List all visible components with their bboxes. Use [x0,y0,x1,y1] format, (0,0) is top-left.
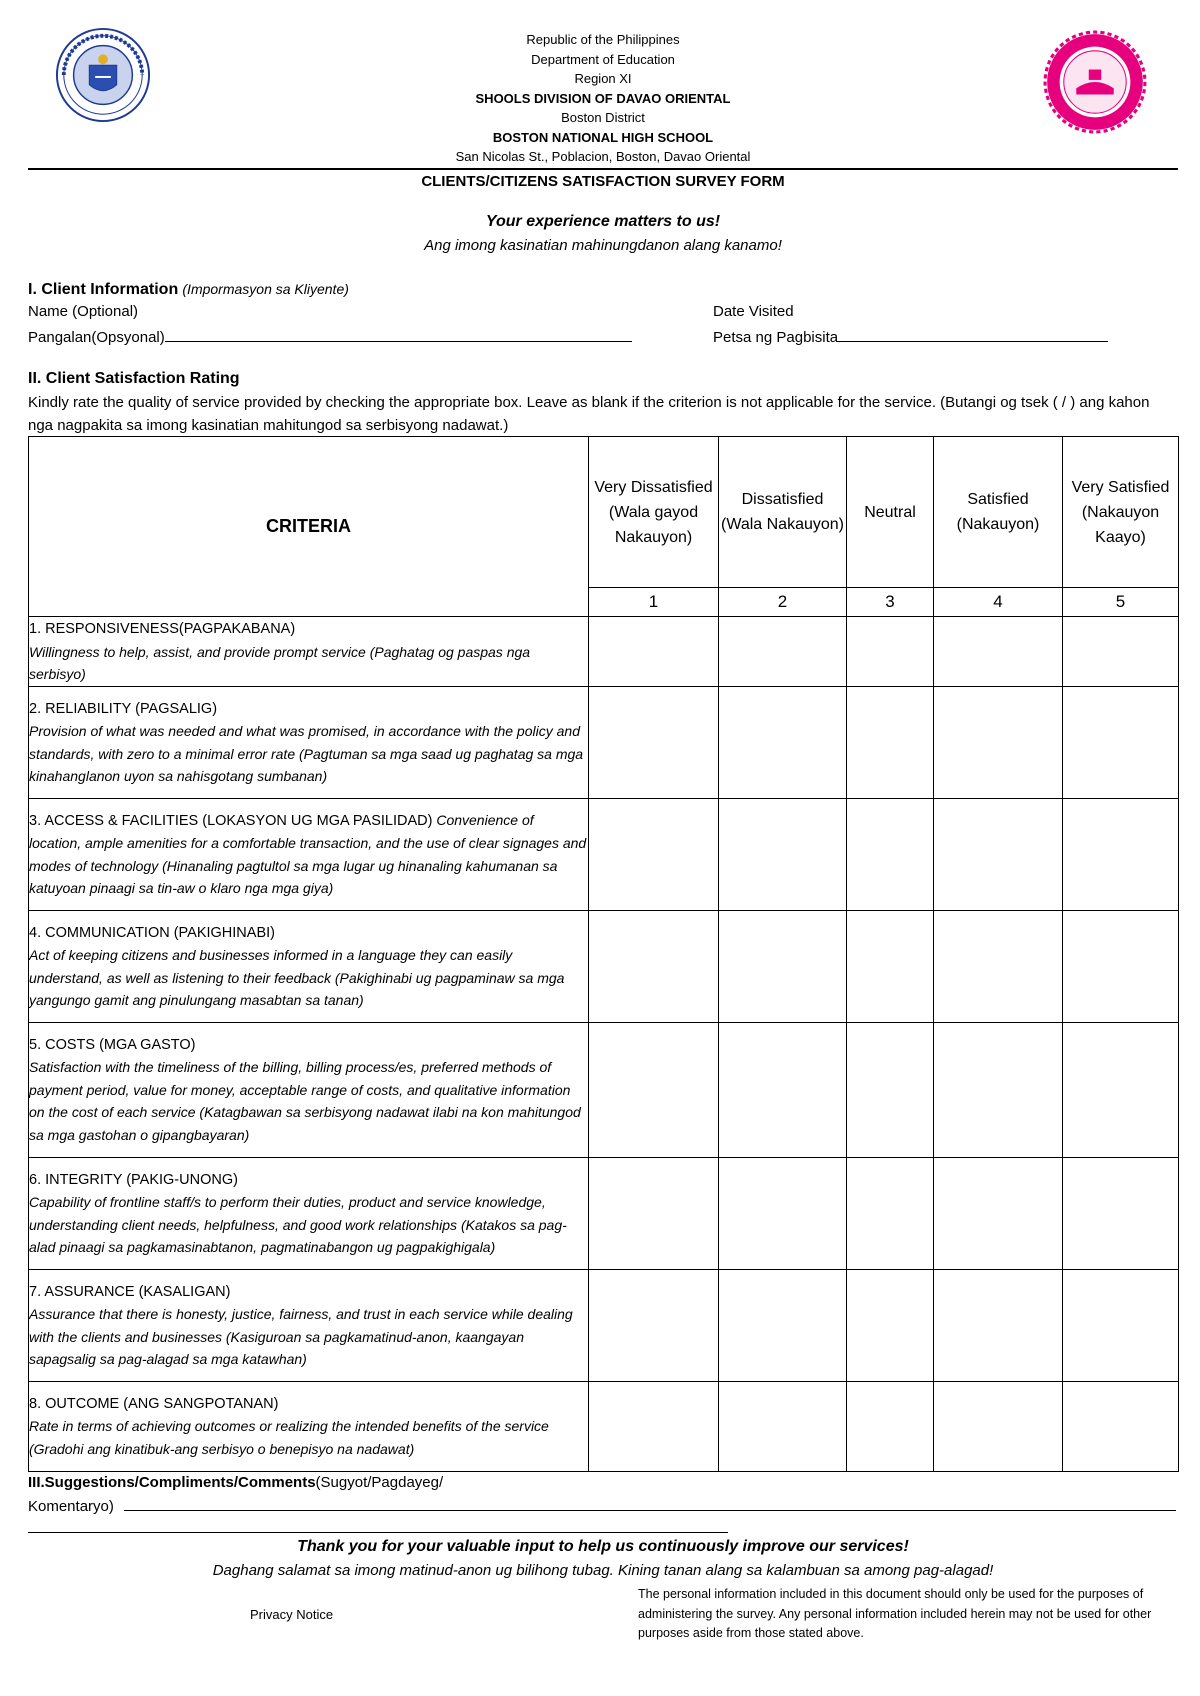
rating-box-2[interactable] [719,798,847,910]
rating-box-4[interactable] [934,617,1063,687]
rating-box-1[interactable] [589,1381,719,1471]
criterion-title: 3. ACCESS & FACILITIES (LOKASYON UG MGA PASILIDAD) [29,812,433,829]
thank-you-english: Thank you for your valuable input to help us continuously improve our services! [297,1538,909,1555]
criterion-title: 6. INTEGRITY (PAKIG-UNONG) [29,1171,238,1188]
section2-heading: II. Client Satisfaction Rating [28,370,240,387]
rating-header-very-satisfied: Very Satisfied (Nakauyon Kaayo) [1063,437,1179,588]
rating-number-5: 5 [1063,588,1179,617]
header-line-district: Boston District [561,110,645,125]
section-client-information-heading [28,281,349,299]
comments-input-line-2[interactable] [28,1532,728,1533]
rating-box-1[interactable] [589,798,719,910]
section3-heading-local-2: Komentaryo) [28,1498,114,1515]
rating-box-4[interactable] [934,1157,1063,1269]
table-row [29,798,1179,910]
criterion-responsiveness [29,617,589,687]
date-label-local: Petsa ng Pagbisita [713,329,839,346]
criterion-title: 1. RESPONSIVENESS(PAGPAKABANA) [29,621,296,637]
section1-heading-local: (Impormasyon sa Kliyente) [182,281,349,297]
school-header [28,30,1178,167]
rating-number-3: 3 [847,588,934,617]
rating-box-5[interactable] [1063,1157,1179,1269]
criterion-title: 2. RELIABILITY (PAGSALIG) [29,700,218,717]
section3-heading: III.Suggestions/Compliments/Comments [28,1474,316,1491]
rating-box-5[interactable] [1063,1381,1179,1471]
rating-box-1[interactable] [589,617,719,687]
header-line-department: Department of Education [531,51,675,67]
criterion-description: Rate in terms of achieving outcomes or realizing the intended benefits of the service (Gradohi ang kinatibuk-ang serbisyo o benepisyo na nadawat) [29,1418,549,1457]
date-label: Date Visited [713,303,794,320]
table-row [29,1269,1179,1381]
rating-box-3[interactable] [847,1381,934,1471]
rating-box-3[interactable] [847,1269,934,1381]
header-divider [28,168,1178,170]
rating-header-very-dissatisfied: Very Dissatisfied (Wala gayod Nakauyon) [589,437,719,588]
header-line-address: San Nicolas St., Poblacion, Boston, Davao Oriental [455,149,751,164]
rating-box-2[interactable] [719,1381,847,1471]
criteria-header: CRITERIA [29,437,589,617]
rating-box-1[interactable] [589,1157,719,1269]
table-row [29,686,1179,798]
date-input-line[interactable] [838,327,1108,342]
rating-box-5[interactable] [1063,910,1179,1022]
section1-heading: I. Client Information [28,281,179,298]
tagline-english: Your experience matters to us! [485,213,721,230]
section-suggestions [28,1471,1178,1519]
name-label-local: Pangalan(Opsyonal) [28,329,165,346]
criterion-integrity [29,1157,589,1269]
header-line-region: Region XI [574,71,632,86]
criterion-costs [29,1022,589,1157]
criterion-description: Willingness to help, assist, and provide prompt service (Paghatag og paspas nga serbisyo) [29,643,531,682]
rating-box-1[interactable] [589,1022,719,1157]
header-line-republic: Republic of the Philippines [526,32,680,47]
date-field-row [713,327,1108,346]
name-label: Name (Optional) [28,303,139,320]
thank-you-local: Daghang salamat sa imong matinud-anon ug bilihong tubag. Kining tanan alang sa kalambuan sa among pag-alagad! [212,1562,994,1579]
form-title: CLIENTS/CITIZENS SATISFACTION SURVEY FORM [421,173,785,190]
rating-box-1[interactable] [589,1269,719,1381]
rating-box-5[interactable] [1063,1022,1179,1157]
rating-box-2[interactable] [719,910,847,1022]
rating-box-3[interactable] [847,686,934,798]
criterion-communication [29,910,589,1022]
criterion-description: Assurance that there is honesty, justice, fairness, and trust in each service while dealing with the clients and businesses (Kasiguroan sa pagkamatinud-anon, kaangayan sapagsalig sa pag-alagad sa mga katawhan) [29,1306,573,1367]
criterion-access-facilities [29,798,589,910]
table-row [29,1022,1179,1157]
section3-heading-local-1: (Sugyot/Pagdayeg/ [315,1474,444,1491]
rating-number-2: 2 [719,588,847,617]
tagline-local: Ang imong kasinatian mahinungdanon alang kanamo! [424,237,782,254]
criterion-title: 8. OUTCOME (ANG SANGPOTANAN) [29,1395,279,1412]
criterion-assurance [29,1269,589,1381]
rating-box-4[interactable] [934,798,1063,910]
criterion-description: Convenience of location, ample amenities for a comfortable transaction, and the use of clear signages and modes of technology (Hinanaling pagtultol sa mga lugar ug hinanaling kahumanan sa katuyoan pinaagi sa tin-aw o klaro nga mga giya) [29,811,587,896]
rating-box-3[interactable] [847,798,934,910]
criterion-description: Capability of frontline staff/s to perform their duties, product and service knowledge, understanding client needs, helpfulness, and good work relationships (Katakos sa pag-alad pinaagi sa pagkamasinabtanon, pagmatinabangon ug pagpakighigala) [29,1194,567,1255]
privacy-notice-text: The personal information included in this document should only be used for the purposes of administering the survey. Any personal information included herein may not be used for other purposes aside from those stated above. [638,1587,1152,1640]
table-row [29,1157,1179,1269]
criterion-title: 4. COMMUNICATION (PAKIGHINABI) [29,924,275,941]
rating-number-4: 4 [934,588,1063,617]
rating-box-4[interactable] [934,686,1063,798]
criterion-outcome [29,1381,589,1471]
criterion-title: 5. COSTS (MGA GASTO) [29,1036,196,1053]
rating-box-1[interactable] [589,686,719,798]
rating-box-2[interactable] [719,1022,847,1157]
rating-box-4[interactable] [934,1381,1063,1471]
rating-header-neutral: Neutral [847,437,934,588]
rating-box-5[interactable] [1063,798,1179,910]
criterion-reliability [29,686,589,798]
rating-box-5[interactable] [1063,686,1179,798]
rating-box-1[interactable] [589,910,719,1022]
survey-form-page [28,0,1178,1696]
rating-box-2[interactable] [719,1269,847,1381]
rating-box-3[interactable] [847,1157,934,1269]
rating-box-4[interactable] [934,1022,1063,1157]
comments-input-line-1[interactable] [124,1510,1176,1511]
header-line-school: BOSTON NATIONAL HIGH SCHOOL [492,129,714,145]
criterion-description: Satisfaction with the timeliness of the billing, billing process/es, preferred methods of payment period, value for money, acceptable range of costs, and qualitative information on the cost of each service (Katagbawan sa serbisyong nadawat ilabi na kon mahitungod sa mga gastohan o gipangbayaran) [29,1059,581,1143]
rating-box-2[interactable] [719,686,847,798]
table-row [29,1381,1179,1471]
rating-box-2[interactable] [719,1157,847,1269]
table-row [29,617,1179,687]
criterion-description: Provision of what was needed and what was promised, in accordance with the policy and standards, with zero to a minimal error rate (Pagtuman sa mga saad ug paghatag sa mga kinahanglanon uyon sa nahisgotang sumbanan) [29,723,584,784]
criterion-title: 7. ASSURANCE (KASALIGAN) [29,1283,231,1300]
rating-box-3[interactable] [847,617,934,687]
rating-box-5[interactable] [1063,1269,1179,1381]
rating-box-5[interactable] [1063,617,1179,687]
rating-header-satisfied: Satisfied (Nakauyon) [934,437,1063,588]
rating-box-2[interactable] [719,617,847,687]
rating-box-3[interactable] [847,910,934,1022]
satisfaction-rating-table [28,436,1179,1472]
name-input-line[interactable] [165,327,632,342]
rating-box-4[interactable] [934,1269,1063,1381]
rating-box-4[interactable] [934,910,1063,1022]
header-line-division: SHOOLS DIVISION OF DAVAO ORIENTAL [475,90,731,106]
rating-number-1: 1 [589,588,719,617]
rating-box-3[interactable] [847,1022,934,1157]
name-field-row [28,327,632,346]
criterion-description: Act of keeping citizens and businesses informed in a language they can easily understand, as well as listening to their feedback (Pakighinabi ug pagpaminaw sa mga yangungo gamit ang pinulungang masabtan sa tanan) [29,947,565,1008]
privacy-notice-label: Privacy Notice [250,1607,334,1622]
rating-header-dissatisfied: Dissatisfied (Wala Nakauyon) [719,437,847,588]
table-row [29,910,1179,1022]
rating-instructions: Kindly rate the quality of service provided by checking the appropriate box. Leave as blank if the criterion is not applicable for the service. (Butangi og tsek ( / ) ang kahon nga nagpakita sa imong kasinatian mahitungod sa serbisyong nadawat.) [28,394,1150,434]
